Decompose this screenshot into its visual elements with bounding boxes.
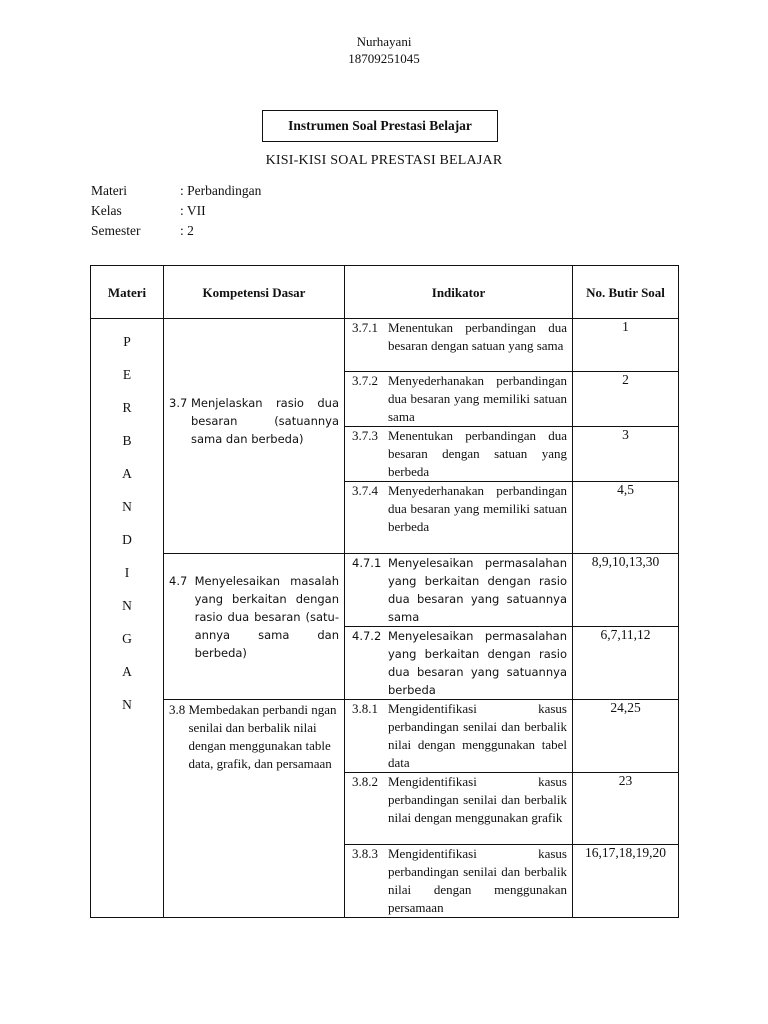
indikator-number: 3.8.3 — [352, 846, 378, 861]
no-butir-cell: 16,17,18,19,20 — [573, 845, 679, 918]
indikator-text: Menyederhanakan perbandingan dua besaran yang memiliki satuan sama — [388, 373, 567, 424]
kd-text: Menjelaskan rasio dua besaran (satuannya sama dan berbeda) — [190, 396, 339, 446]
indikator-cell — [345, 554, 573, 627]
kd-number: 4.7 — [169, 574, 188, 588]
meta-value: : Perbandingan — [180, 183, 262, 198]
meta-row-materi — [91, 181, 261, 201]
indikator-item — [345, 372, 572, 426]
kd-item — [164, 554, 344, 662]
kd-number: 3.7 — [169, 396, 188, 410]
materi-letter: G — [122, 631, 132, 646]
kd-item — [164, 700, 344, 773]
no-butir-cell: 2 — [573, 372, 679, 427]
meta-info — [91, 181, 261, 241]
indikator-item — [345, 319, 572, 355]
indikator-number: 3.7.4 — [352, 483, 378, 498]
no-butir-cell: 1 — [573, 319, 679, 372]
kd-text: Membedakan perbandi ngan senilai dan berbalik nilai dengan menggunakan table data, grafik, dan persamaan — [188, 702, 337, 771]
author-block — [0, 33, 768, 67]
indikator-text: Mengidentifikasi kasus perbandingan senilai dan berbalik nilai dengan menggunakan tabel data — [388, 701, 567, 770]
table-header-row — [91, 266, 679, 319]
materi-vertical-text — [91, 319, 163, 729]
kd-cell — [164, 319, 345, 554]
materi-letter: N — [122, 598, 132, 613]
indikator-number: 3.7.2 — [352, 373, 378, 388]
table-row — [91, 554, 679, 627]
meta-row-semester — [91, 221, 261, 241]
meta-value: : 2 — [180, 223, 194, 238]
no-butir-cell: 3 — [573, 427, 679, 482]
materi-letter: N — [122, 499, 132, 514]
indikator-cell — [345, 627, 573, 700]
meta-row-kelas — [91, 201, 261, 221]
indikator-cell — [345, 700, 573, 773]
kd-cell — [164, 554, 345, 700]
indikator-item — [345, 482, 572, 536]
meta-value: : VII — [180, 203, 206, 218]
materi-letter: B — [122, 433, 132, 448]
header-materi: Materi — [91, 266, 164, 319]
materi-letter: P — [123, 334, 131, 349]
materi-cell — [91, 319, 164, 918]
author-nim: 18709251045 — [348, 51, 420, 66]
document-title: Instrumen Soal Prestasi Belajar — [262, 110, 498, 142]
kd-item — [164, 394, 344, 478]
no-butir-cell: 23 — [573, 773, 679, 845]
kd-text: Menyelesaikan masalah yang berkaitan dengan rasio dua besaran (satu-annya sama dan berbeda) — [194, 574, 339, 660]
indikator-item — [345, 627, 572, 699]
indikator-number: 3.7.3 — [352, 428, 378, 443]
header-no-butir-soal — [573, 266, 679, 319]
kd-cell — [164, 700, 345, 918]
indikator-number: 3.8.2 — [352, 774, 378, 789]
indikator-number: 3.7.1 — [352, 320, 378, 335]
materi-letter: D — [122, 532, 132, 547]
no-butir-cell: 6,7,11,12 — [573, 627, 679, 700]
no-butir-cell: 24,25 — [573, 700, 679, 773]
indikator-text: Menentukan perbandingan dua besaran dengan satuan yang sama — [388, 320, 567, 353]
table-row — [91, 319, 679, 372]
kd-number: 3.8 — [169, 702, 186, 717]
indikator-text: Menyelesaikan permasalahan yang berkaitan dengan rasio dua besaran yang satuannya sama — [388, 556, 567, 624]
materi-letter: A — [122, 466, 132, 481]
header-indikator: Indikator — [345, 266, 573, 319]
indikator-item — [345, 773, 572, 827]
indikator-item — [345, 700, 572, 772]
indikator-cell — [345, 427, 573, 482]
indikator-text: Mengidentifikasi kasus perbandingan senilai dan berbalik nilai dengan menggunakan persamaan — [388, 846, 567, 915]
indikator-item — [345, 554, 572, 626]
indikator-number: 4.7.2 — [352, 629, 382, 643]
materi-letter: R — [122, 400, 132, 415]
no-butir-cell: 4,5 — [573, 482, 679, 554]
meta-label: Semester — [91, 223, 141, 238]
indikator-item — [345, 845, 572, 917]
no-butir-cell: 8,9,10,13,30 — [573, 554, 679, 627]
indikator-text: Mengidentifikasi kasus perbandingan senilai dan berbalik nilai dengan menggunakan grafik — [388, 774, 567, 825]
indikator-text: Menyederhanakan perbandingan dua besaran yang memiliki satuan berbeda — [388, 483, 567, 534]
indikator-item — [345, 427, 572, 481]
materi-letter: A — [122, 664, 132, 679]
meta-label: Materi — [91, 183, 127, 198]
indikator-number: 4.7.1 — [352, 556, 382, 570]
indikator-cell — [345, 482, 573, 554]
indikator-cell — [345, 773, 573, 845]
table-row — [91, 700, 679, 773]
kisi-kisi-table — [90, 265, 679, 918]
indikator-text: Menyelesaikan permasalahan yang berkaitan dengan rasio dua besaran yang satuannya berbeda — [388, 629, 567, 697]
header-no-butir-label: No. Butir Soal — [586, 284, 665, 300]
indikator-cell — [345, 845, 573, 918]
header-kompetensi-dasar: Kompetensi Dasar — [164, 266, 345, 319]
meta-label: Kelas — [91, 203, 122, 218]
indikator-number: 3.8.1 — [352, 701, 378, 716]
indikator-cell — [345, 372, 573, 427]
materi-letter: N — [122, 697, 132, 712]
materi-letter: I — [124, 565, 130, 580]
indikator-cell — [345, 319, 573, 372]
author-name: Nurhayani — [356, 34, 412, 49]
indikator-text: Menentukan perbandingan dua besaran dengan satuan yang berbeda — [388, 428, 567, 479]
materi-letter: E — [122, 367, 132, 382]
document-subtitle: KISI-KISI SOAL PRESTASI BELAJAR — [265, 153, 503, 168]
